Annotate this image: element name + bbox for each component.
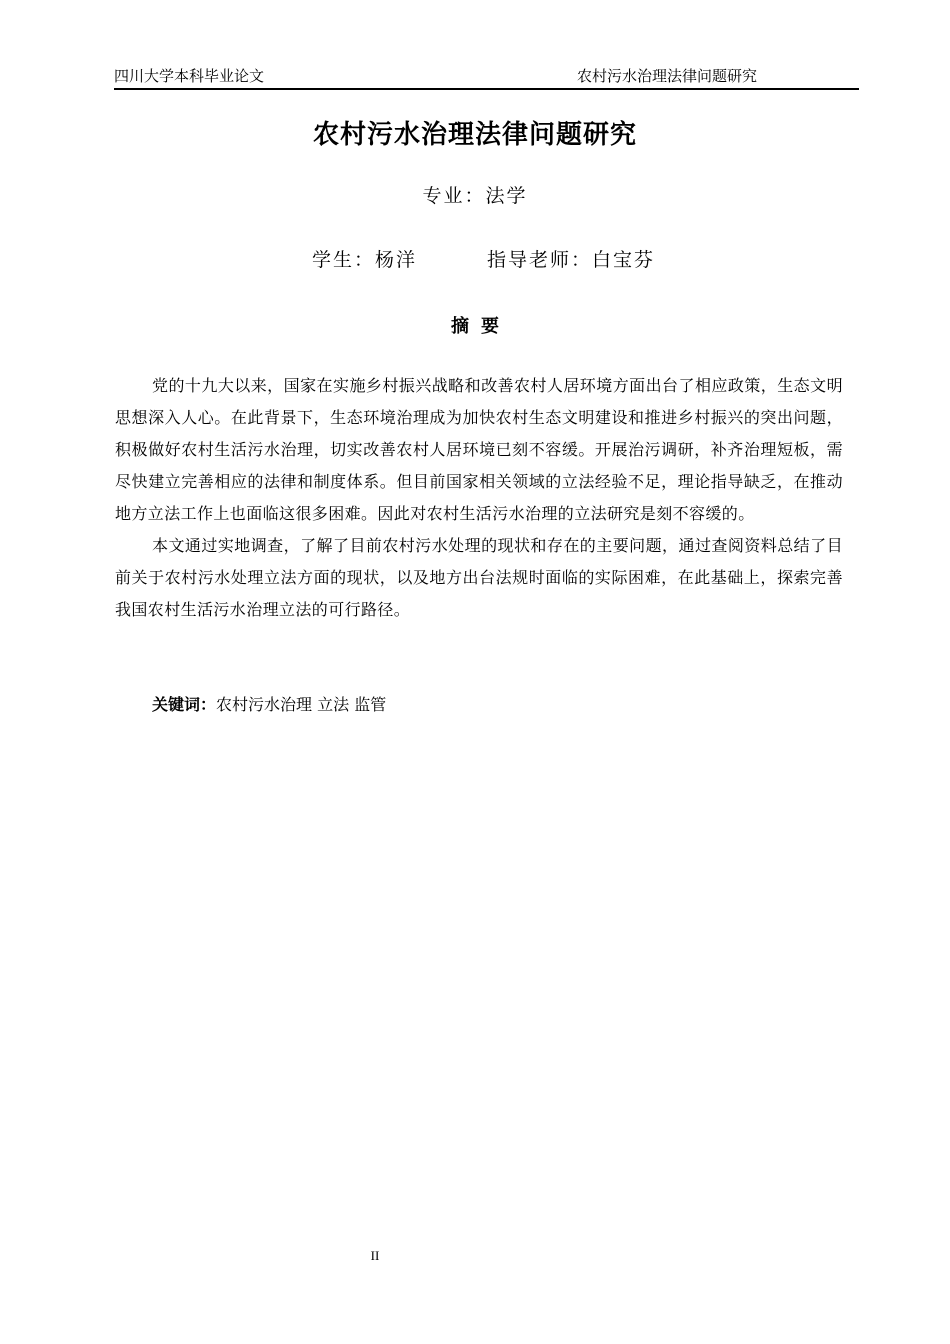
keywords-line — [152, 690, 386, 720]
keywords-value: 农村污水治理 立法 监管 — [216, 695, 387, 714]
keywords-label: 关键词： — [152, 695, 217, 714]
thesis-title: 农村污水治理法律问题研究 — [312, 120, 637, 150]
page-number: II — [370, 1248, 380, 1263]
header-thesis-title: 农村污水治理法律问题研究 — [577, 69, 758, 85]
abstract-paragraph: 党的十九大以来，国家在实施乡村振兴战略和改善农村人居环境方面出台了相应政策，生态文明思想深入人心。在此背景下，生态环境治理成为加快农村生态文明建设和推进乡村振兴的突出问题，积极做好农村生活污水治理，切实改善农村人居环境已刻不容缓。开展治污调研，补齐治理短板，需尽快建立完善相应的法律和制度体系。但目前国家相关领域的立法经验不足，理论指导缺乏，在推动地方立法工作上也面临这很多困难。因此对农村生活污水治理的立法研究是刻不容缓的。 — [115, 376, 843, 523]
student-line: 学生：杨洋 — [312, 249, 418, 271]
abstract-body — [115, 370, 843, 626]
abstract-paragraph: 本文通过实地调查，了解了目前农村污水处理的现状和存在的主要问题，通过查阅资料总结了目前关于农村污水处理立法方面的现状，以及地方出台法规时面临的实际困难，在此基础上，探索完善我国农村生活污水治理立法的可行路径。 — [115, 536, 843, 619]
header-university-label: 四川大学本科毕业论文 — [114, 69, 265, 85]
major-line: 专业：法学 — [422, 185, 528, 207]
running-header — [114, 66, 859, 90]
abstract-heading: 摘要 — [451, 316, 511, 337]
advisor-line: 指导老师：白宝芬 — [487, 249, 656, 271]
